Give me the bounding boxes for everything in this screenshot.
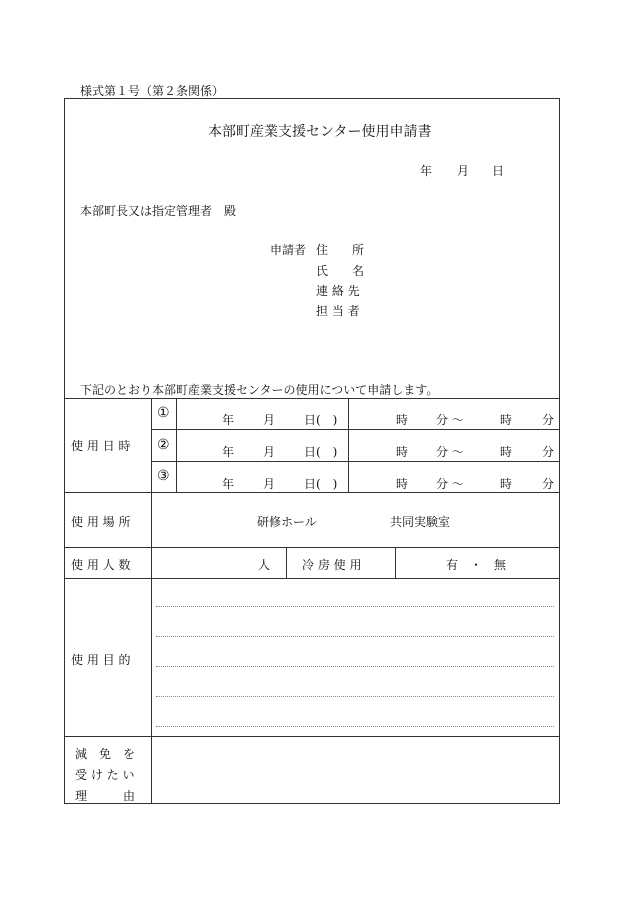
- slot-month: 月: [263, 413, 276, 427]
- people-unit: 人: [258, 558, 271, 572]
- applicant-person-in-charge: 担 当 者: [316, 304, 360, 318]
- slot-month: 月: [263, 477, 276, 491]
- slot-start-minute: 分 〜: [436, 477, 464, 491]
- slot-number: ①: [157, 405, 170, 421]
- row-divider: [64, 398, 560, 399]
- usage-people-label: 使 用 人 数: [71, 558, 131, 572]
- slot-year: 年: [222, 445, 235, 459]
- slot-end-hour: 時: [500, 477, 513, 491]
- slot-start-hour: 時: [396, 477, 409, 491]
- place-option-training-hall: 研修ホール: [257, 515, 317, 529]
- aircon-options: 有 ・ 無: [446, 558, 507, 572]
- purpose-writing-line: [156, 666, 554, 667]
- intro-text: 下記のとおり本部町産業支援センターの使用について申請します。: [80, 383, 439, 397]
- addressee: 本部町長又は指定管理者 殿: [80, 204, 237, 218]
- datetime-divider: [151, 429, 560, 430]
- slot-day: 日( ): [304, 413, 338, 427]
- slot-end-minute: 分: [542, 445, 555, 459]
- slot-number: ③: [157, 468, 170, 484]
- datetime-divider: [151, 461, 560, 462]
- slot-end-minute: 分: [542, 477, 555, 491]
- purpose-writing-line: [156, 606, 554, 607]
- slot-start-hour: 時: [396, 413, 409, 427]
- row-divider: [64, 736, 560, 737]
- slot-number: ②: [157, 437, 170, 453]
- slot-year: 年: [222, 477, 235, 491]
- slot-end-hour: 時: [500, 413, 513, 427]
- applicant-label: 申請者: [270, 243, 307, 257]
- row-divider: [64, 578, 560, 579]
- applicant-name: 氏 名: [316, 264, 365, 278]
- exemption-label-line1: 減 免 を: [75, 747, 136, 761]
- slot-day: 日( ): [304, 445, 338, 459]
- aircon-separator: [395, 547, 396, 578]
- row-divider: [64, 547, 560, 548]
- date-year: 年: [420, 164, 433, 178]
- people-separator: [286, 547, 287, 578]
- date-day: 日: [492, 164, 505, 178]
- purpose-writing-line: [156, 726, 554, 727]
- row-divider: [64, 492, 560, 493]
- form-number: 様式第１号（第２条関係）: [80, 84, 225, 98]
- applicant-contact: 連 絡 先: [316, 284, 360, 298]
- aircon-label: 冷 房 使 用: [302, 558, 362, 572]
- slot-start-minute: 分 〜: [436, 413, 464, 427]
- slot-month: 月: [263, 445, 276, 459]
- label-column-line: [151, 398, 152, 804]
- exemption-label-line2: 受 け た い: [75, 768, 135, 782]
- place-option-shared-lab: 共同実験室: [390, 515, 451, 529]
- slot-end-minute: 分: [542, 413, 555, 427]
- exemption-label-line3: 理 由: [75, 789, 136, 803]
- usage-place-label: 使 用 場 所: [71, 515, 131, 529]
- purpose-writing-line: [156, 636, 554, 637]
- form-title: 本部町産業支援センター使用申請書: [208, 124, 432, 140]
- usage-datetime-label: 使 用 日 時: [71, 439, 131, 453]
- date-month: 月: [457, 164, 470, 178]
- usage-purpose-label: 使 用 目 的: [71, 653, 131, 667]
- datetime-separator: [348, 398, 349, 492]
- slot-day: 日( ): [304, 477, 338, 491]
- applicant-address: 住 所: [316, 243, 365, 257]
- slot-end-hour: 時: [500, 445, 513, 459]
- slot-start-hour: 時: [396, 445, 409, 459]
- slot-year: 年: [222, 413, 235, 427]
- slot-start-minute: 分 〜: [436, 445, 464, 459]
- purpose-writing-line: [156, 696, 554, 697]
- number-column-line: [176, 398, 177, 492]
